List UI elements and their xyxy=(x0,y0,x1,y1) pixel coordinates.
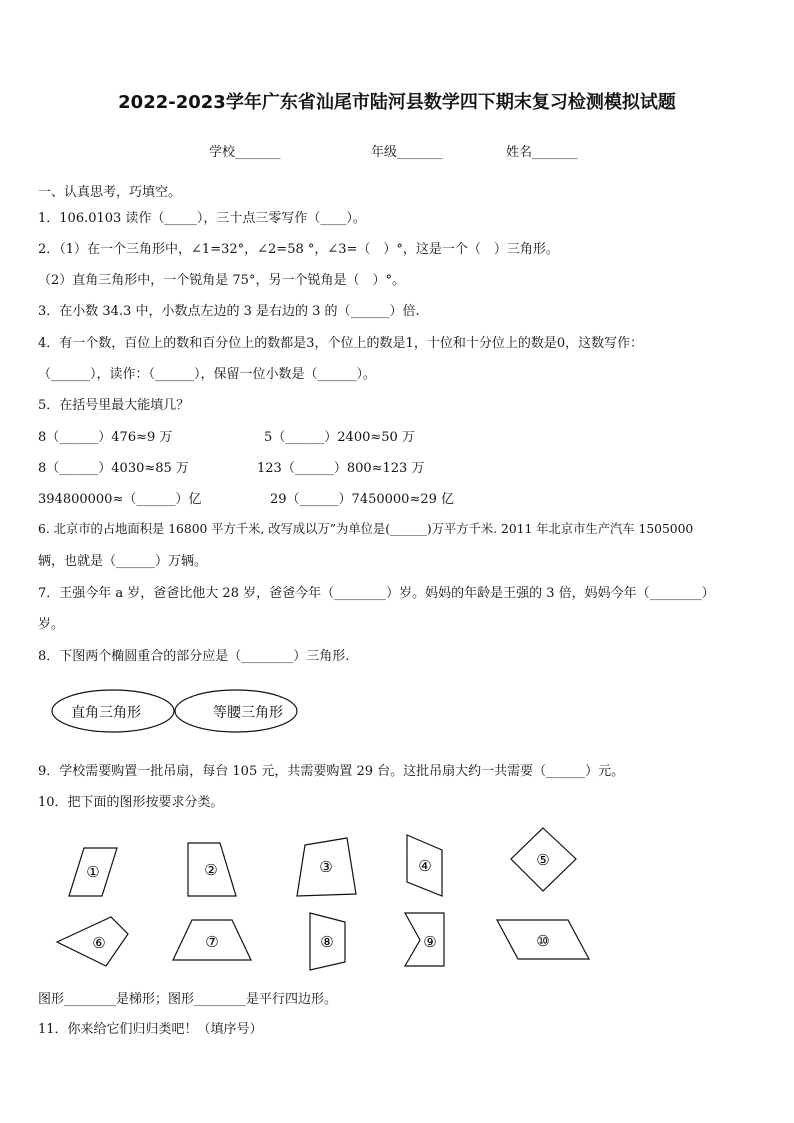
figure-6 xyxy=(57,917,128,966)
figure-label-5: ⑤ xyxy=(536,851,550,869)
question-3: 3．在小数 34.3 中，小数点左边的 3 是右边的 3 的（______）倍. xyxy=(38,304,420,319)
figure-label-6: ⑥ xyxy=(92,934,106,952)
document-title: 2022-2023学年广东省汕尾市陆河县数学四下期末复习检测模拟试题 xyxy=(118,92,676,113)
figure-2 xyxy=(188,843,236,896)
figure-4 xyxy=(407,835,442,896)
venn-left-ellipse xyxy=(52,690,174,732)
question-10: 10．把下面的图形按要求分类。 xyxy=(38,795,224,810)
venn-diagram xyxy=(52,690,297,732)
question-5: 5．在括号里最大能填几？ xyxy=(38,398,190,413)
venn-left-label: 直角三角形 xyxy=(71,705,141,721)
figure-8 xyxy=(310,913,345,970)
question-7-line-2: 岁。 xyxy=(38,617,65,632)
figure-9 xyxy=(405,913,444,966)
venn-right-ellipse xyxy=(175,690,297,732)
figure-label-7: ⑦ xyxy=(205,933,219,951)
question-5-item-1: 8（______）476≈9 万 xyxy=(38,430,173,445)
figure-10 xyxy=(497,920,589,959)
section-heading: 一、认真思考，巧填空。 xyxy=(38,185,182,200)
school-field[interactable]: 学校_______ xyxy=(209,145,281,160)
question-4-line-1: 4．有一个数，百位上的数和百分位上的数都是3，个位上的数是1，十位和十分位上的数是0，这数写作： xyxy=(38,336,644,351)
figure-7 xyxy=(173,920,251,960)
question-6-line-1: 6. 北京市的占地面积是 16800 平方千米, 改写成以万”为单位是(______)万平方千米. 2011 年北京市生产汽车 1505000 xyxy=(38,522,694,536)
figure-3 xyxy=(297,838,356,896)
figure-1 xyxy=(69,848,117,896)
question-11: 11．你来给它们归归类吧！（填序号） xyxy=(38,1022,263,1037)
venn-right-label: 等腰三角形 xyxy=(213,705,283,721)
figure-label-4: ④ xyxy=(418,857,432,875)
question-5-item-3: 8（______）4030≈85 万 xyxy=(38,461,189,476)
question-5-item-5: 394800000≈（______）亿 xyxy=(38,492,202,507)
question-9: 9．学校需要购置一批吊扇，每台 105 元，共需要购置 29 台。这批吊扇大约一共需要（______）元。 xyxy=(38,764,625,779)
question-5-item-4: 123（______）800≈123 万 xyxy=(257,461,425,476)
question-8: 8．下图两个椭圆重合的部分应是（________）三角形. xyxy=(38,649,350,664)
figure-label-9: ⑨ xyxy=(423,933,437,951)
question-7-line-1: 7．王强今年 a 岁，爸爸比他大 28 岁，爸爸今年（________）岁。妈妈的年龄是王强的 3 倍，妈妈今年（________） xyxy=(38,586,715,601)
question-2-part-2: （2）直角三角形中，一个锐角是 75°，另一个锐角是（ ）°。 xyxy=(38,273,405,288)
figure-label-1: ① xyxy=(86,863,100,881)
figure-label-3: ③ xyxy=(319,858,333,876)
question-1: 1．106.0103 读作（_____），三十点三零写作（____）。 xyxy=(38,211,366,226)
question-6-line-2: 辆，也就是（______）万辆。 xyxy=(38,554,208,569)
question-2-part-1: 2．（1）在一个三角形中，∠1=32°，∠2=58 °，∠3=（ ）°，这是一个（ ）三角形。 xyxy=(38,242,559,257)
figure-5 xyxy=(511,828,576,891)
figure-label-2: ② xyxy=(204,861,218,879)
grade-field[interactable]: 年级_______ xyxy=(371,145,443,160)
name-field[interactable]: 姓名_______ xyxy=(506,145,578,160)
question-5-item-2: 5（______）2400≈50 万 xyxy=(264,430,415,445)
figure-label-10: ⑩ xyxy=(536,932,550,950)
question-10-answer: 图形________是梯形；图形________是平行四边形。 xyxy=(38,992,338,1007)
question-5-item-6: 29（______）7450000≈29 亿 xyxy=(270,492,455,507)
figure-label-8: ⑧ xyxy=(320,933,334,951)
question-4-line-2: （______），读作：（______），保留一位小数是（______）。 xyxy=(38,367,377,382)
